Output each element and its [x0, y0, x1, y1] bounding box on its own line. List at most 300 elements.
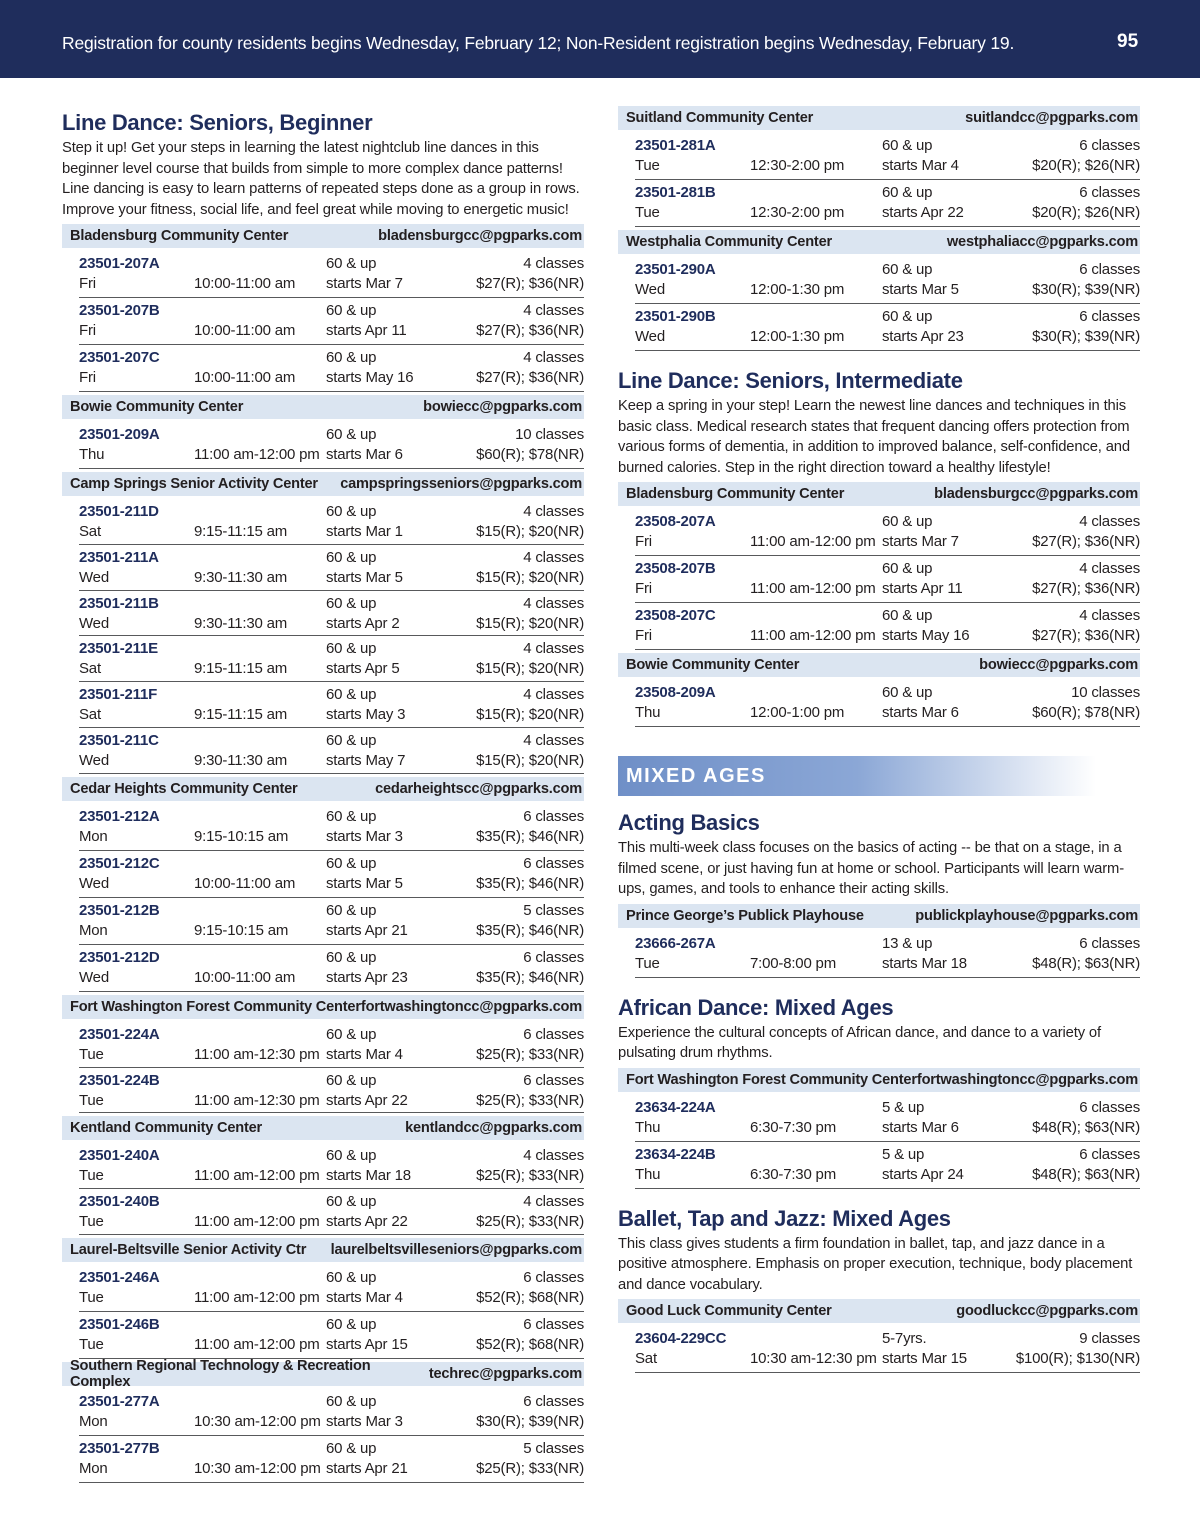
session-time: 10:30 am-12:00 pm [194, 1412, 321, 1430]
session-row [635, 556, 1140, 603]
session-fee: $30(R); $39(NR) [476, 1412, 584, 1430]
session-start: starts Mar 4 [882, 157, 959, 174]
session-row [635, 257, 1140, 304]
location-list [618, 904, 1140, 981]
location-name: Southern Regional Technology & Recreation Complex [70, 1357, 371, 1390]
session-fee: $27(R); $36(NR) [476, 369, 584, 386]
session-row [635, 931, 1140, 978]
session-day: Tue [79, 1167, 104, 1185]
session-start: starts Mar 5 [326, 568, 403, 586]
session-start: starts Mar 5 [326, 874, 403, 892]
session-fee: $20(R); $26(NR) [1032, 157, 1140, 174]
session-classes: 4 classes [523, 302, 584, 319]
session-age: 60 & up [882, 184, 933, 201]
session-age: 60 & up [326, 1071, 377, 1089]
session-classes: 4 classes [523, 686, 584, 704]
session-day: Mon [79, 827, 108, 845]
session-row [635, 180, 1140, 227]
session-fee: $48(R); $63(NR) [1032, 1118, 1140, 1136]
session-code: 23508-209A [635, 684, 716, 701]
session-age: 60 & up [326, 548, 377, 566]
left-column [62, 110, 584, 1486]
location-name: Suitland Community Center [626, 110, 814, 126]
session-row [635, 603, 1140, 650]
location-name: Bowie Community Center [626, 657, 800, 673]
session-age: 60 & up [326, 1025, 377, 1043]
session-day: Tue [79, 1335, 104, 1353]
registration-notice: Registration for county residents begins Wednesday, February 12; Non-Resident registration begins Wednesday, February 19. [62, 33, 1015, 53]
session-classes: 4 classes [523, 255, 584, 272]
session-fee: $27(R); $36(NR) [1032, 627, 1140, 644]
session-fee: $52(R); $68(NR) [476, 1288, 584, 1306]
session-fee: $35(R); $46(NR) [476, 921, 584, 939]
session-start: starts Mar 5 [882, 281, 959, 298]
session-classes: 4 classes [523, 503, 584, 520]
session-age: 60 & up [326, 302, 377, 319]
session-day: Wed [635, 328, 665, 345]
session-day: Wed [79, 874, 109, 892]
location-email[interactable]: suitlandcc@pgparks.com [965, 110, 1138, 126]
session-start: starts Apr 2 [326, 614, 400, 632]
session-age: 60 & up [882, 607, 933, 624]
location-email[interactable]: goodluckcc@pgparks.com [956, 1303, 1138, 1319]
session-classes: 6 classes [523, 1025, 584, 1043]
location-email[interactable]: kentlandcc@pgparks.com [405, 1120, 582, 1137]
session-fee: $15(R); $20(NR) [476, 751, 584, 769]
session-fee: $52(R); $68(NR) [476, 1335, 584, 1353]
session-start: starts Mar 6 [882, 1118, 959, 1136]
session-start: starts Mar 4 [326, 1045, 403, 1063]
header-bar [0, 0, 1200, 78]
session-time: 10:30 am-12:30 pm [750, 1350, 877, 1367]
session-code: 23501-281A [635, 137, 716, 154]
session-day: Tue [79, 1213, 104, 1231]
session-classes: 4 classes [1079, 513, 1140, 530]
session-age: 60 & up [326, 854, 377, 872]
session-time: 11:00 am-12:30 pm [194, 1045, 320, 1063]
session-code: 23604-229CC [635, 1330, 727, 1347]
session-fee: $15(R); $20(NR) [476, 568, 584, 586]
session-day: Fri [635, 580, 652, 597]
session-code: 23501-212A [79, 807, 160, 825]
session-classes: 4 classes [523, 640, 584, 658]
section-title: African Dance: Mixed Ages [618, 994, 894, 1020]
session-age: 60 & up [882, 308, 933, 325]
section-description: Step it up! Get your steps in learning the latest nightclub line dances in this beginner level course that builds from simple to more complex dance patterns! Line dancing is easy to learn patterns of repeated steps done as a group in rows. Improve your fitness, social life, and feel great while moving to energetic music! [62, 140, 580, 218]
session-start: starts Mar 4 [326, 1288, 403, 1306]
session-classes: 4 classes [1079, 560, 1140, 577]
location-name: Good Luck Community Center [626, 1303, 832, 1319]
session-age: 60 & up [882, 684, 933, 701]
session-classes: 4 classes [523, 1193, 584, 1211]
session-code: 23501-224A [79, 1025, 160, 1043]
session-age: 60 & up [326, 426, 377, 443]
session-day: Mon [79, 1459, 108, 1477]
location-email[interactable]: bowiecc@pgparks.com [979, 657, 1138, 673]
session-age: 60 & up [882, 513, 933, 530]
session-fee: $27(R); $36(NR) [1032, 533, 1140, 550]
spacer [618, 1189, 1140, 1192]
session-fee: $20(R); $26(NR) [1032, 204, 1140, 221]
session-classes: 6 classes [1079, 1098, 1140, 1116]
session-start: starts Apr 23 [326, 968, 408, 986]
session-day: Thu [635, 1118, 661, 1136]
session-day: Sat [79, 523, 101, 540]
session-fee: $25(R); $33(NR) [476, 1045, 584, 1063]
location-email[interactable]: bladensburgcc@pgparks.com [378, 228, 582, 244]
session-start: starts Apr 21 [326, 1459, 408, 1477]
session-day: Sat [635, 1350, 657, 1367]
location-list [618, 106, 1140, 354]
session-code: 23501-240B [79, 1193, 160, 1211]
mixed-ages-banner: MIXED AGES [618, 756, 1096, 796]
session-time: 7:00-8:00 pm [750, 954, 836, 972]
location-email[interactable]: techrec@pgparks.com [428, 1365, 582, 1382]
location-header [62, 1116, 584, 1140]
session-age: 60 & up [882, 261, 933, 278]
session-row [79, 591, 584, 637]
session-code: 23508-207A [635, 513, 716, 530]
session-age: 60 & up [326, 901, 377, 919]
section-title: Line Dance: Seniors, Intermediate [618, 368, 963, 393]
session-start: starts Apr 22 [326, 1091, 408, 1109]
session-time: 9:15-10:15 am [194, 827, 289, 845]
page-number: 95 [1117, 31, 1139, 52]
session-time: 10:00-11:00 am [194, 874, 296, 892]
session-code: 23501-211D [79, 503, 159, 520]
session-age: 60 & up [326, 255, 377, 272]
session-fee: $27(R); $36(NR) [1032, 580, 1140, 597]
session-time: 12:00-1:30 pm [750, 328, 845, 345]
session-code: 23501-290B [635, 308, 716, 325]
session-time: 12:00-1:30 pm [750, 281, 845, 298]
session-fee: $60(R); $78(NR) [1032, 704, 1140, 721]
section-description: This multi-week class focuses on the basics of acting -- be that on a stage, in a filmed scene, or just having fun at home or school. Participants will learn warm-ups, games, and tools to enhance their acting skills. [618, 840, 1124, 897]
session-age: 60 & up [326, 686, 377, 704]
session-time: 10:00-11:00 am [194, 322, 296, 339]
session-day: Thu [635, 704, 661, 721]
section-description: This class gives students a firm foundation in ballet, tap, and jazz dance in a positive atmosphere. Emphasis on proper execution, technique, body placement and dance vocabulary. [618, 1235, 1133, 1293]
session-age: 60 & up [326, 1315, 377, 1333]
session-classes: 4 classes [523, 594, 584, 612]
spacer [62, 1483, 584, 1486]
session-time: 10:00-11:00 am [194, 275, 296, 292]
session-time: 10:00-11:00 am [194, 968, 296, 986]
session-day: Tue [79, 1288, 104, 1306]
session-time: 6:30-7:30 pm [750, 1118, 836, 1136]
session-start: starts Apr 22 [326, 1213, 408, 1231]
session-day: Mon [79, 1412, 108, 1430]
session-code: 23634-224B [635, 1145, 716, 1163]
session-classes: 10 classes [515, 426, 584, 443]
session-classes: 6 classes [523, 807, 584, 825]
session-fee: $35(R); $46(NR) [476, 968, 584, 986]
session-classes: 6 classes [1079, 1145, 1140, 1163]
session-code: 23634-224A [635, 1098, 716, 1116]
session-row [79, 1068, 584, 1114]
session-classes: 6 classes [1079, 261, 1140, 278]
session-code: 23501-212C [79, 854, 160, 872]
session-time: 9:15-11:15 am [194, 706, 288, 724]
session-fee: $60(R); $78(NR) [476, 446, 584, 463]
location-name: Bladensburg Community Center [70, 228, 289, 244]
location-email[interactable]: campspringsseniors@pgparks.com [340, 476, 582, 492]
session-time: 9:15-11:15 am [194, 523, 288, 540]
session-start: starts Mar 6 [882, 704, 959, 721]
session-time: 11:00 am-12:00 pm [750, 533, 876, 550]
location-email[interactable]: publickplayhouse@pgparks.com [915, 907, 1138, 924]
session-row [79, 1022, 584, 1068]
session-start: starts Mar 1 [326, 523, 403, 540]
location-name: Camp Springs Senior Activity Center [70, 476, 318, 492]
session-row [79, 545, 584, 591]
session-fee: $25(R); $33(NR) [476, 1459, 584, 1477]
session-time: 10:30 am-12:00 pm [194, 1459, 321, 1477]
session-code: 23501-212D [79, 948, 160, 966]
session-time: 11:00 am-12:00 pm [750, 627, 876, 644]
session-age: 60 & up [326, 1439, 377, 1457]
session-day: Fri [635, 627, 652, 644]
location-header [618, 106, 1140, 130]
session-day: Wed [635, 281, 665, 298]
session-row [79, 636, 584, 682]
location-header [62, 472, 584, 496]
session-age: 60 & up [326, 1268, 377, 1286]
session-time: 12:00-1:00 pm [750, 704, 845, 721]
session-time: 12:30-2:00 pm [750, 157, 845, 174]
section-description: Experience the cultural concepts of African dance, and dance to a variety of pulsating drum rhythms. [618, 1024, 1101, 1061]
location-name: Bowie Community Center [70, 399, 244, 415]
location-header [618, 904, 1140, 928]
session-row [79, 1312, 584, 1359]
session-row [79, 422, 584, 469]
session-start: starts Apr 11 [882, 580, 963, 597]
session-fee: $48(R); $63(NR) [1032, 1165, 1140, 1183]
spacer [618, 978, 1140, 981]
session-age: 60 & up [326, 349, 377, 366]
session-row [635, 304, 1140, 351]
session-time: 10:00-11:00 am [194, 369, 296, 386]
session-classes: 6 classes [523, 854, 584, 872]
session-age: 60 & up [882, 560, 933, 577]
session-classes: 6 classes [523, 1071, 584, 1089]
session-row [635, 680, 1140, 727]
session-start: starts Apr 22 [882, 204, 964, 221]
session-fee: $48(R); $63(NR) [1032, 954, 1140, 972]
session-fee: $15(R); $20(NR) [476, 706, 584, 724]
session-row [79, 1389, 584, 1436]
session-row [79, 1189, 584, 1235]
session-classes: 6 classes [1079, 308, 1140, 325]
session-day: Tue [79, 1091, 104, 1109]
session-classes: 6 classes [1079, 184, 1140, 201]
session-age: 60 & up [326, 594, 377, 612]
location-name: Laurel-Beltsville Senior Activity Ctr [70, 1241, 307, 1258]
session-code: 23501-211B [79, 594, 159, 612]
session-start: starts May 16 [326, 369, 414, 386]
session-age: 13 & up [882, 934, 933, 952]
session-start: starts Mar 18 [326, 1167, 411, 1185]
session-classes: 5 classes [523, 901, 584, 919]
session-code: 23501-277B [79, 1439, 160, 1457]
session-start: starts Mar 3 [326, 1412, 403, 1430]
session-time: 11:00 am-12:00 pm [194, 446, 320, 463]
session-start: starts Mar 18 [882, 954, 967, 972]
location-name: Fort Washington Forest Community Center [70, 998, 361, 1015]
session-time: 6:30-7:30 pm [750, 1165, 836, 1183]
session-code: 23508-207B [635, 560, 716, 577]
session-fee: $30(R); $39(NR) [1032, 328, 1140, 345]
session-code: 23501-211E [79, 640, 158, 658]
session-start: starts Apr 23 [882, 328, 964, 345]
session-classes: 6 classes [523, 1268, 584, 1286]
session-fee: $25(R); $33(NR) [476, 1213, 584, 1231]
location-list [62, 224, 584, 1486]
session-row [635, 1326, 1140, 1373]
session-start: starts Apr 21 [326, 921, 408, 939]
session-row [635, 133, 1140, 180]
location-header [62, 777, 584, 801]
location-list [618, 1299, 1140, 1376]
session-age: 60 & up [882, 137, 933, 154]
session-row [635, 1095, 1140, 1142]
session-time: 9:30-11:30 am [194, 614, 288, 632]
session-time: 9:15-10:15 am [194, 921, 289, 939]
session-row [79, 1143, 584, 1189]
session-fee: $35(R); $46(NR) [476, 874, 584, 892]
section-title: Line Dance: Seniors, Beginner [62, 110, 373, 135]
session-classes: 4 classes [523, 731, 584, 749]
session-start: starts Apr 24 [882, 1165, 964, 1183]
location-email[interactable]: fortwashingtoncc@pgparks.com [360, 998, 582, 1015]
spacer [618, 1373, 1140, 1376]
session-code: 23501-211A [79, 548, 159, 566]
session-code: 23501-207B [79, 302, 160, 319]
session-code: 23501-246A [79, 1268, 160, 1286]
session-time: 11:00 am-12:00 pm [750, 580, 876, 597]
session-day: Tue [635, 204, 660, 221]
session-classes: 10 classes [1071, 684, 1140, 701]
session-start: starts Apr 11 [326, 322, 407, 339]
session-classes: 5 classes [523, 1439, 584, 1457]
session-start: starts Mar 3 [326, 827, 403, 845]
session-code: 23508-207C [635, 607, 716, 624]
session-age: 60 & up [326, 948, 377, 966]
session-time: 11:00 am-12:00 pm [194, 1288, 320, 1306]
session-day: Mon [79, 921, 108, 939]
session-row [79, 298, 584, 345]
session-age: 60 & up [326, 807, 377, 825]
session-day: Sat [79, 706, 101, 724]
session-fee: $25(R); $33(NR) [476, 1091, 584, 1109]
session-fee: $15(R); $20(NR) [476, 614, 584, 632]
session-code: 23501-211C [79, 731, 159, 749]
session-start: starts Mar 7 [326, 275, 403, 292]
session-row [79, 728, 584, 774]
right-column [618, 106, 1140, 1376]
session-day: Fri [635, 533, 652, 550]
session-fee: $15(R); $20(NR) [476, 523, 584, 540]
session-code: 23501-212B [79, 901, 160, 919]
session-time: 11:00 am-12:00 pm [194, 1335, 320, 1353]
session-day: Sat [79, 660, 101, 678]
session-start: starts Mar 6 [326, 446, 403, 463]
session-start: starts Apr 5 [326, 660, 400, 678]
session-code: 23501-207C [79, 349, 160, 366]
section-title: Ballet, Tap and Jazz: Mixed Ages [618, 1205, 951, 1231]
location-header [618, 1299, 1140, 1323]
session-row [79, 804, 584, 851]
session-code: 23501-281B [635, 184, 716, 201]
session-row [79, 851, 584, 898]
location-header [62, 995, 584, 1019]
session-row [79, 499, 584, 545]
session-code: 23501-246B [79, 1315, 160, 1333]
session-day: Fri [79, 369, 96, 386]
location-header [618, 1068, 1140, 1092]
session-code: 23501-277A [79, 1392, 160, 1410]
session-classes: 6 classes [523, 1315, 584, 1333]
location-list [618, 482, 1140, 730]
location-name: Prince George’s Publick Playhouse [626, 907, 864, 924]
location-email[interactable]: fortwashingtoncc@pgparks.com [916, 1071, 1138, 1088]
location-email[interactable]: westphaliacc@pgparks.com [946, 234, 1138, 250]
session-classes: 4 classes [523, 349, 584, 366]
session-row [79, 898, 584, 945]
session-time: 9:30-11:30 am [194, 568, 288, 586]
session-code: 23501-209A [79, 426, 160, 443]
session-start: starts Mar 15 [882, 1350, 967, 1367]
section-title: Acting Basics [618, 810, 760, 835]
session-day: Thu [79, 446, 105, 463]
location-header [618, 653, 1140, 677]
section-description: Keep a spring in your step! Learn the newest line dances and techniques in this basic class. Medical research states that frequent dancing offers protection from various forms of dementia, in addition to improved balance, self-confidence, and burned calories. Step in the right direction toward a healthy lifestyle! [618, 398, 1130, 476]
session-classes: 4 classes [1079, 607, 1140, 624]
session-classes: 4 classes [523, 1147, 584, 1165]
session-code: 23666-267A [635, 934, 716, 952]
location-email[interactable]: laurelbeltsvilleseniors@pgparks.com [330, 1241, 582, 1258]
session-time: 11:00 am-12:00 pm [194, 1213, 320, 1231]
session-time: 11:00 am-12:00 pm [194, 1167, 320, 1185]
session-day: Tue [79, 1045, 104, 1063]
session-day: Thu [635, 1165, 661, 1183]
location-name: Bladensburg Community Center [626, 486, 845, 502]
session-code: 23501-224B [79, 1071, 160, 1089]
session-fee: $25(R); $33(NR) [476, 1167, 584, 1185]
session-start: starts Mar 7 [882, 533, 959, 550]
session-start: starts Apr 15 [326, 1335, 408, 1353]
session-start: starts May 7 [326, 751, 406, 769]
session-row [79, 1265, 584, 1312]
session-age: 5-7yrs. [882, 1330, 927, 1347]
session-time: 9:15-11:15 am [194, 660, 288, 678]
session-row [79, 945, 584, 992]
session-day: Tue [635, 157, 660, 174]
location-email[interactable]: cedarheightscc@pgparks.com [375, 780, 582, 797]
location-name: Cedar Heights Community Center [70, 780, 298, 797]
session-day: Wed [79, 568, 109, 586]
session-start: starts May 3 [326, 706, 406, 724]
session-day: Wed [79, 968, 109, 986]
location-header [62, 395, 584, 419]
session-row [79, 682, 584, 728]
location-name: Westphalia Community Center [626, 234, 832, 250]
location-email[interactable]: bladensburgcc@pgparks.com [934, 486, 1138, 502]
session-row [79, 1436, 584, 1483]
session-age: 60 & up [326, 1147, 377, 1165]
session-age: 5 & up [882, 1098, 925, 1116]
location-email[interactable]: bowiecc@pgparks.com [423, 399, 582, 415]
